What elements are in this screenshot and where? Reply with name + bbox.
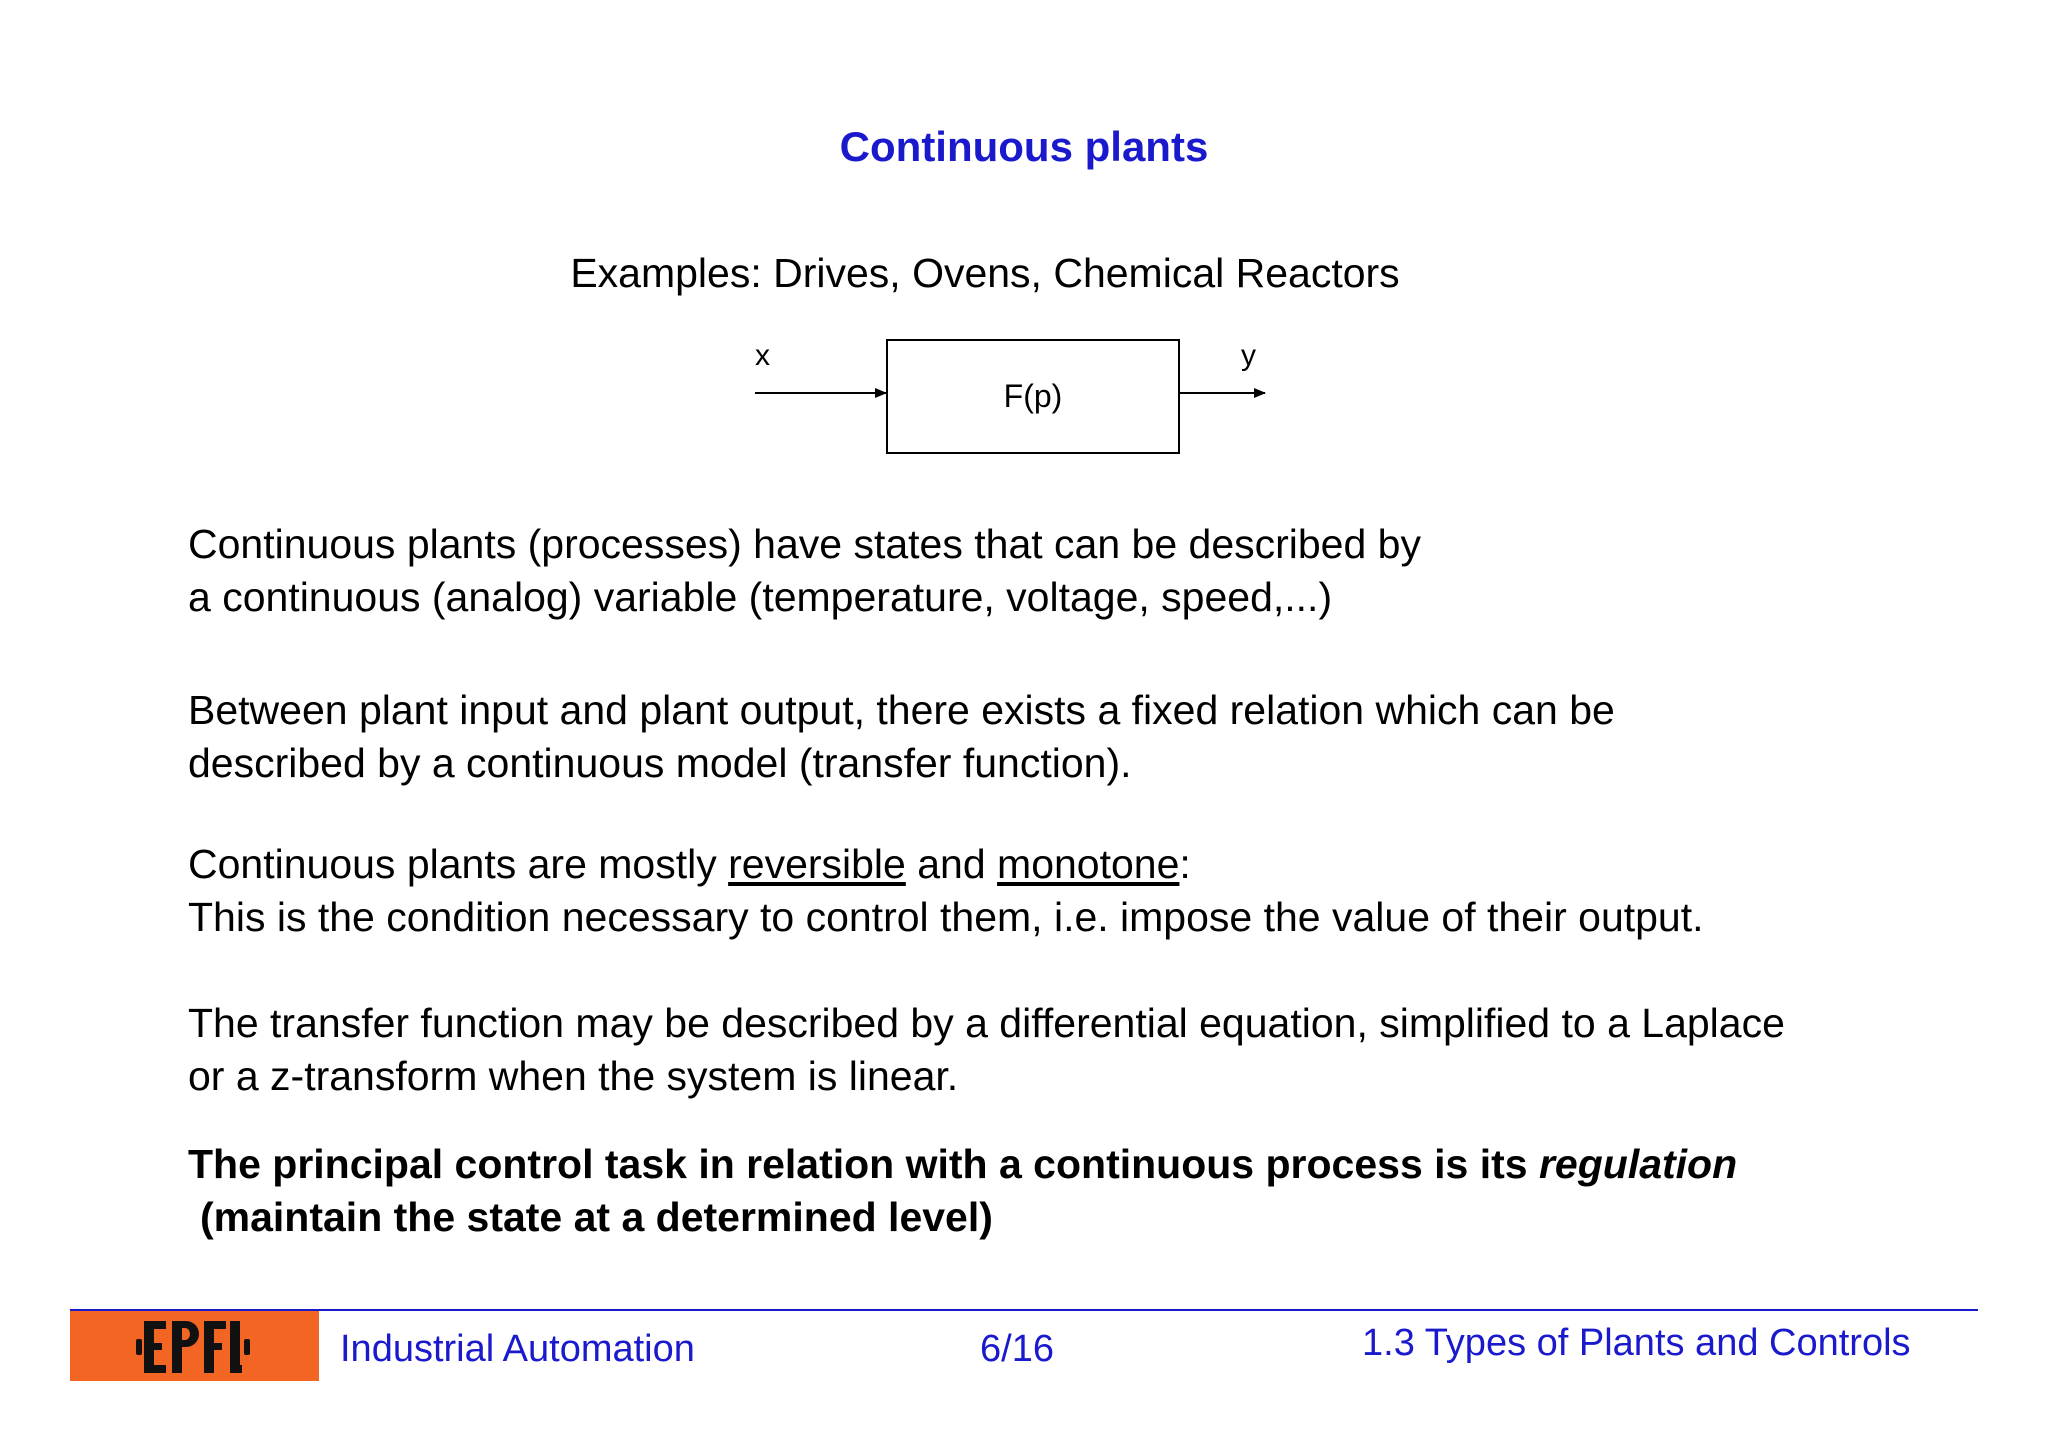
footer-course: Industrial Automation [340,1328,695,1370]
paragraph-transfer-function [188,997,1785,1103]
paragraph-states [188,518,1421,624]
regulation-term: regulation [1538,1141,1738,1187]
paragraph-regulation [188,1138,1737,1244]
examples-line: Examples: Drives, Ovens, Chemical Reactors [570,250,1400,296]
paragraph-line [188,1138,1737,1191]
paragraph-reversible [188,838,1704,944]
epfl-logo-mark [70,1311,319,1381]
paragraph-line: (maintain the state at a determined level) [200,1194,993,1240]
text-run: The principal control task in relation with a continuous process is its [188,1141,1539,1187]
paragraph-line: The transfer function may be described by a differential equation, simplified to a Laplace [188,1000,1785,1046]
output-label: y [1241,339,1256,372]
slide-title: Continuous plants [839,123,1209,170]
paragraph-line: a continuous (analog) variable (temperature, voltage, speed,...) [188,574,1333,620]
paragraph-line: described by a continuous model (transfer function). [188,740,1132,786]
paragraph-relation [188,684,1615,790]
footer-rule [70,1309,1978,1311]
text-run: : [1179,841,1191,887]
epfl-logo [70,1311,319,1381]
block-diagram [740,335,1280,465]
input-label: x [755,339,770,372]
text-run: and [905,841,998,887]
paragraph-line: This is the condition necessary to control them, i.e. impose the value of their output. [188,894,1704,940]
reversible-term: reversible [728,841,906,887]
paragraph-line: Continuous plants (processes) have states that can be described by [188,521,1421,567]
footer-page-number: 6/16 [980,1328,1054,1370]
block-label: F(p) [1003,378,1063,414]
paragraph-line: Between plant input and plant output, there exists a fixed relation which can be [188,687,1615,733]
text-run: Continuous plants are mostly [188,841,729,887]
footer-section: 1.3 Types of Plants and Controls [1362,1322,1911,1364]
paragraph-line [188,838,1704,891]
paragraph-line: or a z-transform when the system is linear. [188,1053,959,1099]
monotone-term: monotone [997,841,1180,887]
